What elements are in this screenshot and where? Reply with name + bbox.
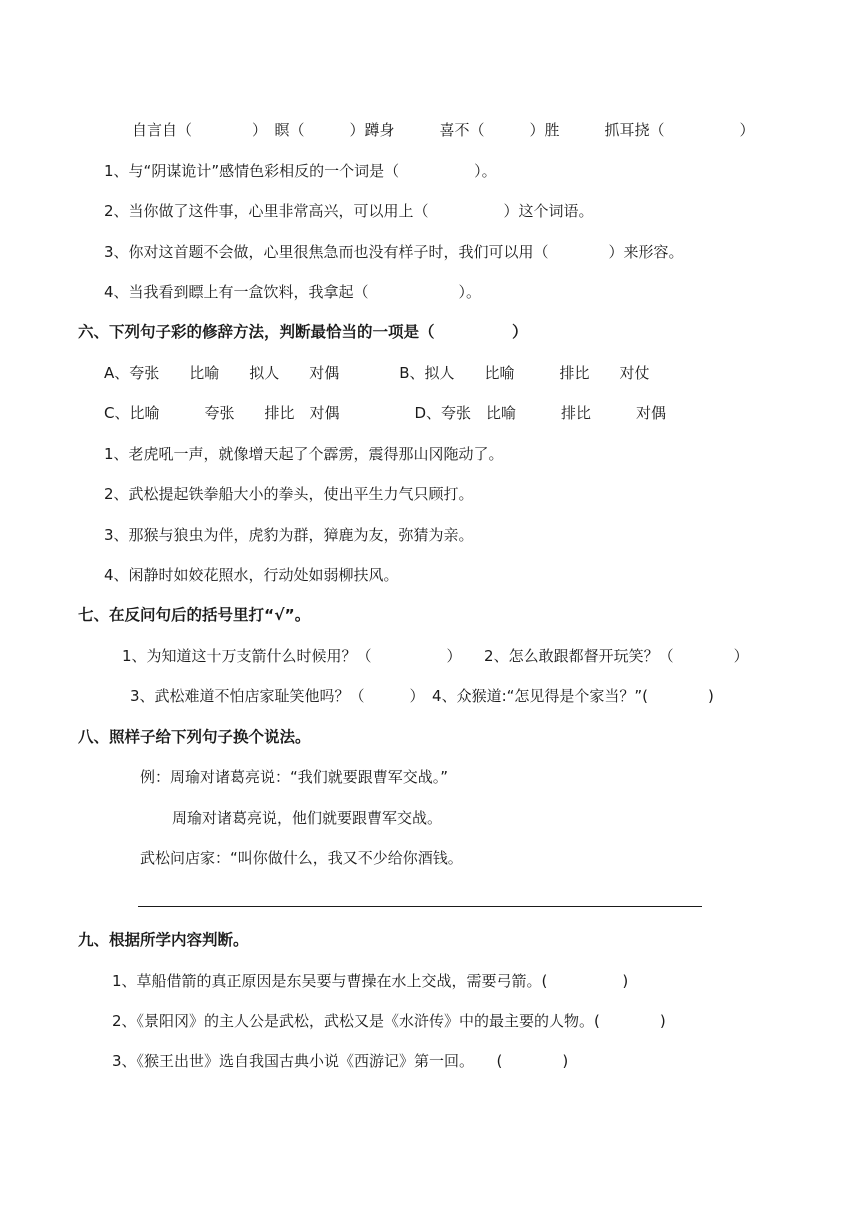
- question-6-3: 3、那猴与狼虫为伴，虎豹为群，獐鹿为友，弥猜为亲。: [104, 526, 474, 544]
- example-sentence: 例：周瑜对诸葛亮说：“我们就要跟曹军交战。”: [140, 768, 449, 786]
- question-6-4: 4、闲静时如姣花照水，行动处如弱柳扶风。: [104, 566, 399, 584]
- example-answer: 周瑜对诸葛亮说，他们就要跟曹军交战。: [172, 809, 443, 827]
- question-5-1: 1、与“阴谋诡计”感情色彩相反的一个词是（ ）。: [104, 162, 497, 180]
- question-5-4: 4、当我看到瞟上有一盒饮料，我拿起（ ）。: [104, 283, 482, 301]
- answer-writing-line[interactable]: [138, 906, 702, 907]
- judgement-3: 3、《猴王出世》选自我国古典小说《西游记》第一回。 ( ): [112, 1052, 569, 1070]
- judgement-2: 2、《景阳冈》的主人公是武松，武松又是《水浒传》中的最主要的人物。( ): [112, 1012, 666, 1030]
- question-6-2: 2、武松提起铁拳船大小的拳头，使出平生力气只顾打。: [104, 485, 474, 503]
- options-a-b: A、夸张 比喻 拟人 对偶 B、拟人 比喻 排比 对仗: [104, 364, 650, 382]
- judgement-1: 1、草船借箭的真正原因是东吴要与曹操在水上交战，需要弓箭。( ): [112, 972, 629, 990]
- rhetorical-row-2: 3、武松难道不怕店家耻笑他吗？（ ） 4、众猴道:“怎见得是个家当？”( ): [130, 687, 714, 705]
- task-sentence: 武松问店家：“叫你做什么，我又不少给你酒钱。: [140, 849, 463, 867]
- rhetorical-row-1: 1、为知道这十万支箭什么时候用？（ ） 2、怎么敢跟都督开玩笑？（ ）: [122, 647, 749, 665]
- section-8-title: 八、照样子给下列句子换个说法。: [78, 728, 311, 746]
- fill-word-row: 自言自（ ） 瞑（ ）蹲身 喜不（ ）胜 抓耳挠（ ）: [132, 121, 755, 139]
- question-5-3: 3、你对这首题不会做，心里很焦急而也没有样子时，我们可以用（ ）来形容。: [104, 243, 684, 261]
- question-6-1: 1、老虎吼一声，就像增天起了个霹雳，震得那山冈陁动了。: [104, 445, 504, 463]
- section-6-title: 六、下列句子彩的修辞方法，判断最恰当的一项是（ ）: [78, 323, 528, 341]
- question-5-2: 2、当你做了这件事，心里非常高兴，可以用上（ ）这个词语。: [104, 202, 594, 220]
- section-7-title: 七、在反问句后的括号里打“√”。: [78, 606, 311, 624]
- options-c-d: C、比喻 夸张 排比 对偶 D、夸张 比喻 排比 对偶: [104, 404, 667, 422]
- section-9-title: 九、根据所学内容判断。: [78, 931, 249, 949]
